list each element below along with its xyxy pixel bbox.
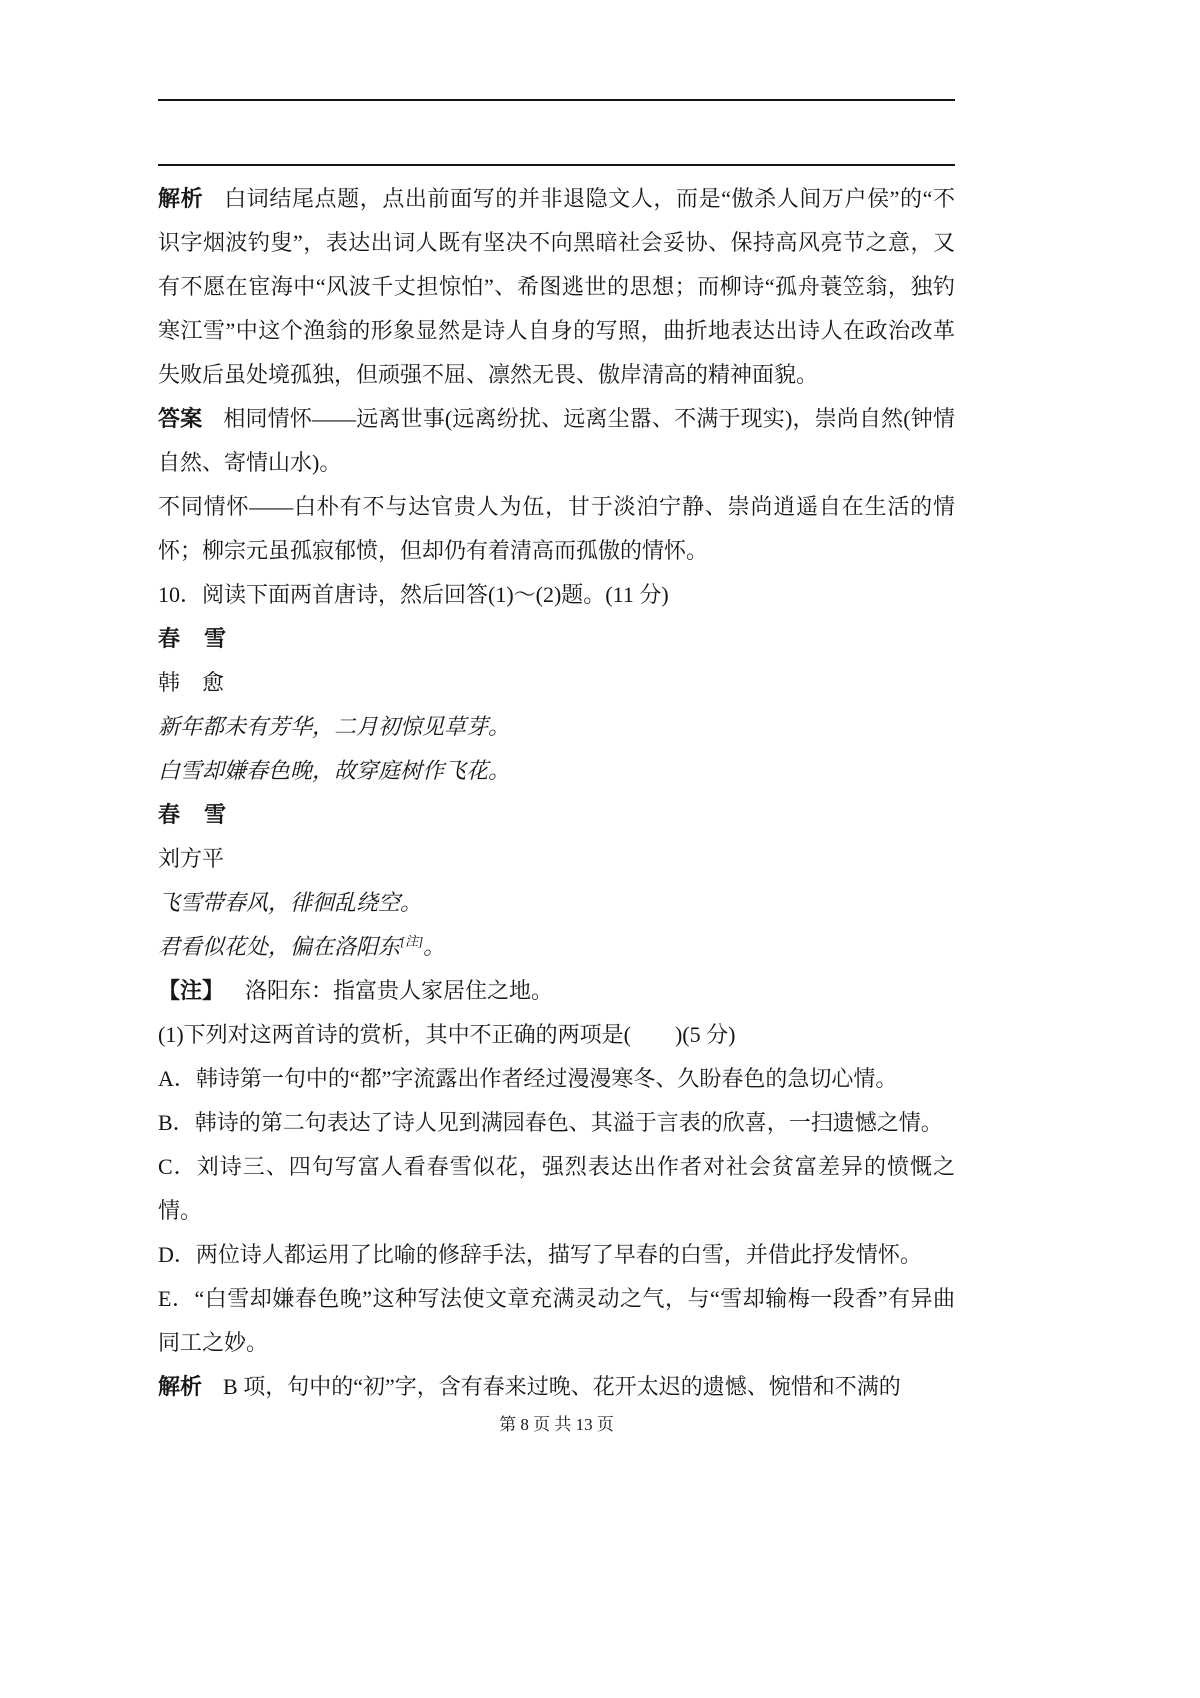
option-b bbox=[158, 1101, 955, 1145]
poem1-line-2: 白雪却嫌春色晚，故穿庭树作飞花。 bbox=[158, 758, 511, 783]
option-b-text: 韩诗的第二句表达了诗人见到满园春色、其溢于言表的欣喜，一扫遗憾之情。 bbox=[194, 1110, 943, 1135]
poem2-line-1: 飞雪带春风，徘徊乱绕空。 bbox=[158, 890, 423, 915]
analysis-label-1: 解析 bbox=[158, 186, 204, 211]
note-label: 【注】 bbox=[158, 978, 225, 1003]
option-a-label: A． bbox=[158, 1066, 196, 1091]
question-10 bbox=[158, 573, 955, 617]
poem2-line-2-period: 。 bbox=[423, 934, 446, 959]
poem2-line-2-text: 君看似花处，偏在洛阳东 bbox=[158, 934, 401, 959]
option-e-text: “白雪却嫌春色晚”这种写法使文章充满灵动之气，与“雪却输梅一段香”有异曲同工之妙。 bbox=[158, 1286, 955, 1355]
poem1-title: 春 雪 bbox=[158, 626, 228, 651]
page-column bbox=[158, 0, 955, 1434]
analysis-paragraph-1 bbox=[158, 177, 955, 397]
note-text: 洛阳东：指富贵人家居住之地。 bbox=[245, 978, 554, 1003]
analysis-text-2: B 项，句中的“初”字，含有春来过晚、花开太迟的遗憾、惋惜和不满的 bbox=[223, 1374, 901, 1399]
option-e-label: E． bbox=[158, 1286, 195, 1311]
option-a-text: 韩诗第一句中的“都”字流露出作者经过漫漫寒冬、久盼春色的急切心情。 bbox=[195, 1066, 898, 1091]
analysis-text-1: 白词结尾点题，点出前面写的并非退隐文人，而是“傲杀人间万户侯”的“不识字烟波钓叟”，表达出词人既有坚决不向黑暗社会妥协、保持高风亮节之意，又有不愿在宦海中“风波千丈担惊怕”、希图逃世的思想；而柳诗“孤舟蓑笠翁，独钓寒江雪”中这个渔翁的形象显然是诗人自身的写照，曲折地表达出诗人在政治改革失败后虽处境孤独，但顽强不屈、凛然无畏、傲岸清高的精神面貌。 bbox=[158, 186, 955, 387]
answer-text: 相同情怀——远离世事(远离纷扰、远离尘嚣、不满于现实)，崇尚自然(钟情自然、寄情山水)。 bbox=[158, 406, 955, 475]
answer-text-2: 不同情怀——白朴有不与达官贵人为伍，甘于淡泊宁静、崇尚逍遥自在生活的情怀；柳宗元虽孤寂郁愤，但却仍有着清高而孤傲的情怀。 bbox=[158, 494, 955, 563]
page-footer: 第 8 页 共 13 页 bbox=[499, 1415, 614, 1434]
option-d bbox=[158, 1233, 955, 1277]
poem2-author: 刘方平 bbox=[158, 846, 225, 871]
option-c-label: C． bbox=[158, 1154, 197, 1179]
question-1-stem bbox=[158, 1013, 955, 1057]
answer-paragraph bbox=[158, 397, 955, 485]
option-e bbox=[158, 1277, 955, 1365]
analysis-label-2: 解析 bbox=[158, 1374, 203, 1399]
note-reference-mark: [注] bbox=[400, 933, 424, 949]
poem1-author: 韩 愈 bbox=[158, 670, 225, 695]
option-c bbox=[158, 1145, 955, 1233]
question-10-text: 10．阅读下面两首唐诗，然后回答(1)～(2)题。(11 分) bbox=[158, 582, 669, 607]
note-paragraph bbox=[158, 969, 955, 1013]
answer-blank-line-2 bbox=[158, 164, 955, 166]
option-d-label: D． bbox=[158, 1242, 196, 1267]
poem1-line-1: 新年都未有芳华，二月初惊见草芽。 bbox=[158, 714, 511, 739]
answer-paragraph-2 bbox=[158, 485, 955, 573]
answer-label: 答案 bbox=[158, 406, 203, 431]
poem2-title: 春 雪 bbox=[158, 802, 228, 827]
option-c-text: 刘诗三、四句写富人看春雪似花，强烈表达出作者对社会贫富差异的愤慨之情。 bbox=[158, 1154, 955, 1223]
document-content bbox=[158, 177, 955, 1409]
question-1-text: (1)下列对这两首诗的赏析，其中不正确的两项是( )(5 分) bbox=[158, 1022, 736, 1047]
option-b-label: B． bbox=[158, 1110, 195, 1135]
analysis-paragraph-2 bbox=[158, 1365, 955, 1409]
option-a bbox=[158, 1057, 955, 1101]
poem2-line-2 bbox=[158, 925, 955, 969]
answer-blank-line-1 bbox=[158, 99, 955, 101]
option-d-text: 两位诗人都运用了比喻的修辞手法，描写了早春的白雪，并借此抒发情怀。 bbox=[195, 1242, 922, 1267]
